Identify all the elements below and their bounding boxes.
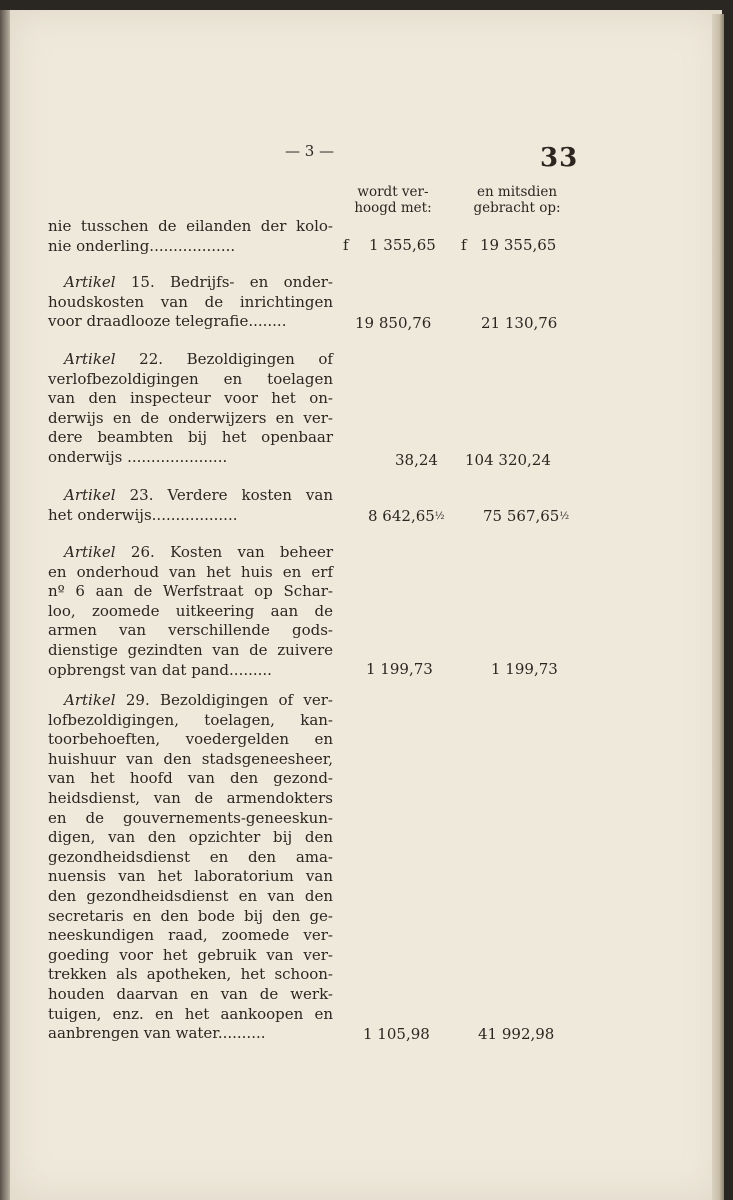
entry-2-value2: 104 320,24 <box>465 451 551 469</box>
entry-3-text: Artikel 23. Verdere kosten van het onderwijs.................. <box>48 486 333 524</box>
entry-1-text: Artikel 15. Bedrijfs- en onder- houdskosten van de inrichtingen voor draadlooze telegrafie........ <box>48 273 333 331</box>
entry-0-value2: 19 355,65 <box>480 236 557 254</box>
entry-4-value2: 1 199,73 <box>491 660 558 678</box>
entry-0-prefix1: f <box>343 236 349 254</box>
entry-4-value1: 1 199,73 <box>366 660 433 678</box>
entry-5-text: Artikel 29. Bezoldigingen of ver- lofbezoldigingen, toelagen, kan- toorbehoeften, voedergelden en huishuur van den stadsgeneesheer, van het hoofd van den gezond- heidsdienst, van de armendokters en de gouvernements-geneeskun- digen, van den opzichter bij den gezondheidsdienst en den ama- nuensis van het laboratorium van den gezondheidsdienst en van den secretaris en den bode bij den ge- neeskundigen raad, zoomede ver- goeding voor het gebruik van ver- trekken als apotheken, het schoon- houden daarvan en van de werk- tuigen, enz. en het aankoopen en aanbrengen van water.......... <box>48 691 333 1043</box>
entry-2-text: Artikel 22. Bezoldigingen of verlofbezoldigingen en toelagen van den inspecteur voor het on- derwijs en de onderwijzers en ver- dere beambten bij het openbaar onderwijs ..................... <box>48 350 333 466</box>
entry-1-value1: 19 850,76 <box>355 314 432 332</box>
entry-3-value1: 8 642,65½ <box>368 507 445 525</box>
page-right-edge <box>712 14 724 1200</box>
entry-0-text: nie tusschen de eilanden der kolo- nie onderling.................. <box>48 217 333 255</box>
page-left-edge <box>0 10 10 1200</box>
entry-0-prefix2: f <box>461 236 467 254</box>
entry-3-value2: 75 567,65½ <box>483 507 570 525</box>
entry-5-value2: 41 992,98 <box>478 1025 555 1043</box>
entry-1-value2: 21 130,76 <box>481 314 558 332</box>
entry-2-value1: 38,24 <box>395 451 438 469</box>
entry-4-text: Artikel 26. Kosten van beheer en onderhoud van het huis en erf nº 6 aan de Werfstraat op Schar- loo, zoomede uitkeering aan de armen van verschillende gods- dienstige gezindten van de zuivere opbrengst van dat pand......... <box>48 543 333 679</box>
page-number-center: — 3 — <box>285 142 335 160</box>
column-header-total: en mitsdien gebracht op: <box>473 184 561 216</box>
page-number-right: 33 <box>540 143 579 173</box>
entry-5-value1: 1 105,98 <box>363 1025 430 1043</box>
column-header-increase: wordt ver- hoogd met: <box>354 184 432 216</box>
entry-0-value1: 1 355,65 <box>369 236 436 254</box>
